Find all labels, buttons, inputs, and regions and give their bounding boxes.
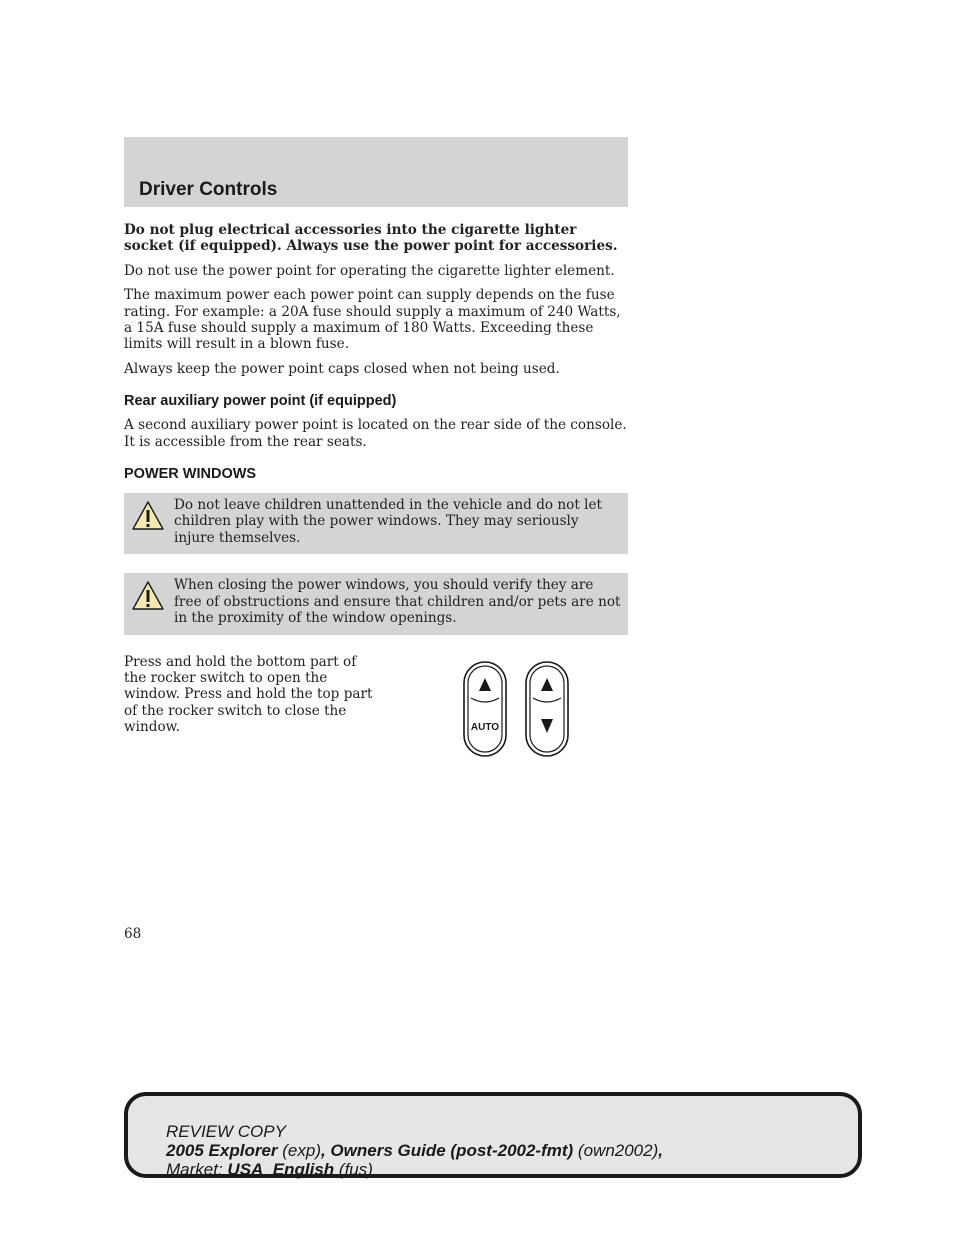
section-header-band — [124, 137, 628, 207]
window-switch-illustration — [460, 658, 572, 762]
bold-warning-text: Do not plug electrical accessories into the cigarette lighter socket (if equipped). Always use the power point for accessories. — [124, 222, 618, 255]
warning-children-text: Do not leave children unattended in the vehicle and do not let children play with the power windows. They may seriously injure themselves. — [174, 497, 602, 546]
window-switch-section — [124, 654, 628, 784]
page-content — [124, 222, 628, 784]
footer-text — [166, 1122, 663, 1179]
warning-box-children — [124, 493, 628, 554]
warning-obstructions-text: When closing the power windows, you should verify they are free of obstructions and ensure that children and/or pets are not in the proximity of the window openings. — [174, 577, 621, 627]
footer-model: 2005 Explorer — [166, 1141, 278, 1160]
footer-market: USA_English — [227, 1160, 335, 1179]
paragraph-lighter: Do not use the power point for operating the cigarette lighter element. — [124, 262, 615, 279]
warning-box-obstructions — [124, 573, 628, 634]
auto-label: AUTO — [470, 721, 500, 733]
section-title: Driver Controls — [139, 179, 278, 200]
footer-guide: , Owners Guide (post-2002-fmt) — [320, 1141, 574, 1160]
footer-model-code: (exp) — [282, 1141, 321, 1160]
manual-window-switch — [526, 662, 568, 756]
rear-power-heading: Rear auxiliary power point (if equipped) — [124, 393, 397, 410]
warning-triangle-icon — [130, 579, 166, 613]
footer-guide-code: (own2002) — [577, 1141, 659, 1160]
power-windows-heading: POWER WINDOWS — [124, 466, 257, 483]
paragraph-caps: Always keep the power point caps closed when not being used. — [124, 360, 560, 377]
review-copy-footer — [124, 1092, 862, 1178]
footer-market-code: (fus) — [338, 1160, 373, 1179]
footer-comma: , — [658, 1141, 663, 1160]
rear-power-text: A second auxiliary power point is located on the rear side of the console. It is accessible from the rear seats. — [124, 417, 627, 450]
warning-triangle-icon — [130, 499, 166, 533]
window-instructions: Press and hold the bottom part of the rocker switch to open the window. Press and hold the top part of the rocker switch to close the window. — [124, 653, 373, 736]
page-number: 68 — [124, 926, 142, 942]
paragraph-max-power: The maximum power each power point can supply depends on the fuse rating. For example: a 20A fuse should supply a maximum of 240 Watts, a 15A fuse should supply a maximum of 180 Watts. Exceeding these limits will result in a blown fuse. — [124, 287, 621, 353]
footer-market-label: Market: — [166, 1160, 223, 1179]
auto-window-switch — [464, 662, 506, 756]
review-copy-label: REVIEW COPY — [166, 1122, 286, 1141]
